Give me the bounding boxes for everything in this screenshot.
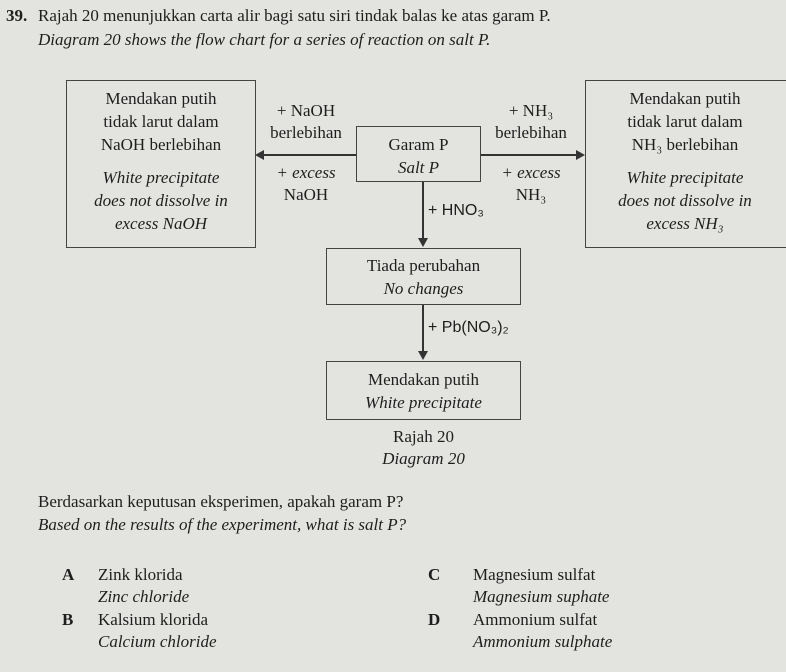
caption-malay: Rajah 20 xyxy=(393,427,454,446)
right-result-english-line: White precipitate xyxy=(626,168,744,187)
left-reagent-english-2: NaOH xyxy=(283,185,329,204)
caption-english: Diagram 20 xyxy=(382,449,465,468)
question-number: 39. xyxy=(6,6,28,25)
right-result-malay-line: NH₃ berlebihan xyxy=(631,135,739,154)
no-changes-malay: Tiada perubahan xyxy=(366,256,481,275)
option-english: Ammonium sulphate xyxy=(473,632,613,651)
right-reagent-english-1: + excess xyxy=(501,163,561,182)
option-malay: Kalsium klorida xyxy=(98,610,209,629)
question-text-english: Diagram 20 shows the flow chart for a series of reaction on salt P. xyxy=(38,30,491,49)
option-letter: C xyxy=(428,565,441,584)
option-malay: Magnesium sulfat xyxy=(473,565,596,584)
left-result-malay-line: Mendakan putih xyxy=(105,89,217,108)
arrow-down-icon xyxy=(418,351,428,360)
lead-nitrate-reagent: + Pb(NO₃)₂ xyxy=(428,319,509,336)
left-reagent-malay xyxy=(256,100,356,144)
option-letter: A xyxy=(62,565,75,584)
hno3-reagent: + HNO₃ xyxy=(428,202,484,219)
right-result-malay-line: Mendakan putih xyxy=(629,89,741,108)
left-result-english-line: does not dissolve in xyxy=(94,191,228,210)
right-reagent-english-2: NH₃ xyxy=(515,185,547,204)
white-precipitate-box xyxy=(326,361,521,420)
right-reagent-malay-1: + NH₃ xyxy=(508,101,554,120)
question-text-malay: Rajah 20 menunjukkan carta alir bagi satu siri tindak balas ke atas garam P. xyxy=(38,6,551,25)
left-result-english-line: excess NaOH xyxy=(114,214,208,233)
option-english: Magnesium suphate xyxy=(473,587,610,606)
no-changes-english: No changes xyxy=(383,279,464,298)
option-letter: D xyxy=(428,610,441,629)
arrow-left-icon xyxy=(255,150,264,160)
left-reagent-english-1: + excess xyxy=(276,163,336,182)
left-reagent-english xyxy=(256,162,356,206)
right-result-english-line: excess NH₃ xyxy=(646,214,724,233)
arrow-right-icon xyxy=(576,150,585,160)
down-arrow-line-1 xyxy=(422,182,424,240)
no-changes-box xyxy=(326,248,521,305)
right-result-box xyxy=(585,80,786,248)
left-result-malay-line: tidak larut dalam xyxy=(103,112,219,131)
bottom-result-malay: Mendakan putih xyxy=(368,370,479,389)
left-result-english-line: White precipitate xyxy=(102,168,220,187)
right-result-english-line: does not dissolve in xyxy=(618,191,752,210)
left-reagent-malay-2: berlebihan xyxy=(270,123,342,142)
left-arrow-line xyxy=(262,154,356,156)
right-reagent-english xyxy=(480,162,582,206)
right-reagent-malay-2: berlebihan xyxy=(495,123,567,142)
option-english: Zinc chloride xyxy=(98,587,190,606)
prompt-english: Based on the results of the experiment, what is salt P? xyxy=(38,515,407,534)
diagram-caption xyxy=(326,426,521,470)
option-english: Calcium chloride xyxy=(98,632,217,651)
arrow-down-icon xyxy=(418,238,428,247)
right-arrow-line xyxy=(481,154,578,156)
bottom-result-english: White precipitate xyxy=(365,393,482,412)
option-malay: Ammonium sulfat xyxy=(473,610,598,629)
option-malay: Zink klorida xyxy=(98,565,183,584)
salt-p-malay: Garam P xyxy=(388,135,449,154)
prompt-malay: Berdasarkan keputusan eksperimen, apakah garam P? xyxy=(38,492,404,511)
salt-p-english: Salt P xyxy=(397,158,440,177)
right-reagent-malay xyxy=(480,100,582,144)
down-arrow-line-2 xyxy=(422,305,424,353)
salt-p-box xyxy=(356,126,481,182)
left-result-malay-line: NaOH berlebihan xyxy=(100,135,222,154)
right-result-malay-line: tidak larut dalam xyxy=(627,112,743,131)
left-reagent-malay-1: + NaOH xyxy=(276,101,336,120)
option-letter: B xyxy=(62,610,74,629)
left-result-box xyxy=(66,80,256,248)
